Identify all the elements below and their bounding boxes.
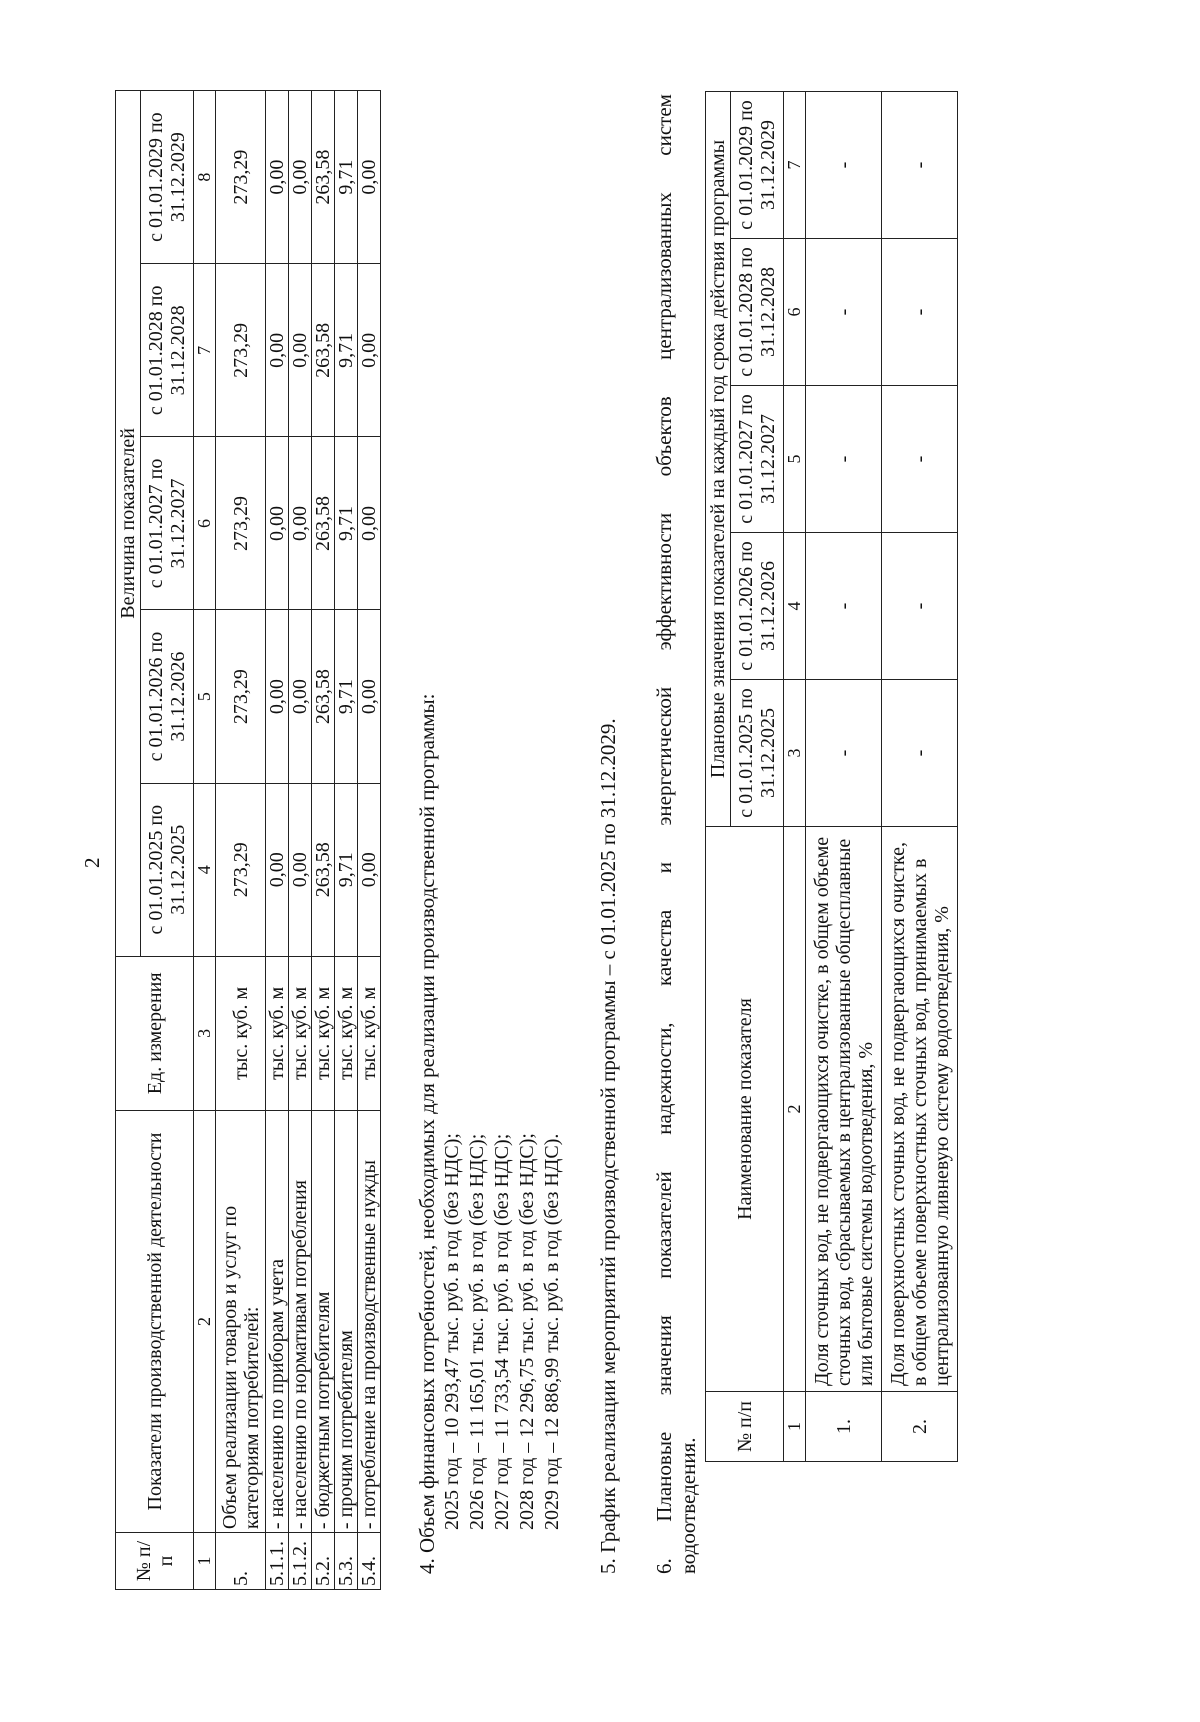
row-value: - bbox=[882, 386, 958, 533]
row-unit: тыс. куб. м bbox=[358, 956, 381, 1110]
row-unit: тыс. куб. м bbox=[216, 956, 266, 1110]
header-unit: Ед. измерения bbox=[116, 956, 194, 1110]
row-value: 273,29 bbox=[216, 437, 266, 610]
col-index: 1 bbox=[194, 1533, 216, 1590]
section6-word: показателей bbox=[652, 1171, 676, 1279]
table-row bbox=[216, 91, 266, 1590]
row-unit: тыс. куб. м bbox=[266, 956, 289, 1110]
row-name: Доля сточных вод, не подвергающихся очистке, в общем объеме сточных вод, сбрасываемых в централизованные общесплавные или бытовые системы водоотведения, % bbox=[806, 827, 882, 1392]
section6-word: надежности, bbox=[652, 1022, 676, 1135]
row-value: 0,00 bbox=[266, 610, 289, 783]
header-period: с 01.01.2027 по 31.12.2027 bbox=[731, 386, 784, 533]
row-num: 5.1.2. bbox=[289, 1533, 312, 1590]
row-name: - бюджетным потребителям bbox=[312, 1110, 335, 1532]
row-value: - bbox=[806, 533, 882, 680]
row-value: 273,29 bbox=[216, 264, 266, 437]
row-value: 273,29 bbox=[216, 783, 266, 956]
row-value: 0,00 bbox=[358, 610, 381, 783]
row-name: Объем реализации товаров и услуг по категориям потребителей: bbox=[216, 1110, 266, 1532]
row-value: 9,71 bbox=[335, 783, 358, 956]
table-row bbox=[312, 91, 335, 1590]
row-num: 5.3. bbox=[335, 1533, 358, 1590]
header-period: с 01.01.2026 по 31.12.2026 bbox=[141, 610, 194, 783]
section6-heading bbox=[652, 94, 700, 1574]
row-name: - потребление на производственные нужды bbox=[358, 1110, 381, 1532]
financial-line-2029: 2029 год – 12 886,99 тыс. руб. в год (без НДС). bbox=[541, 1133, 563, 1530]
row-value: - bbox=[882, 533, 958, 680]
row-num: 1. bbox=[806, 1392, 882, 1462]
col-index: 7 bbox=[194, 264, 216, 437]
section6-word: систем bbox=[652, 94, 676, 156]
row-value: 0,00 bbox=[266, 783, 289, 956]
section6-word: объектов bbox=[652, 396, 676, 477]
row-value: 0,00 bbox=[358, 437, 381, 610]
table-header-row bbox=[116, 91, 141, 1590]
section5-text: 5. График реализации мероприятий производственной программы – с 01.01.2025 по 31.12.2029. bbox=[596, 718, 620, 1574]
financial-line-2027: 2027 год – 11 733,54 тыс. руб. в год (без НДС); bbox=[491, 1133, 513, 1530]
table-row bbox=[358, 91, 381, 1590]
column-index-row bbox=[194, 91, 216, 1590]
row-value: - bbox=[882, 239, 958, 386]
header-num: № п/п bbox=[116, 1533, 194, 1590]
section4-heading: 4. Объем финансовых потребностей, необходимых для реализации производственной программы: bbox=[415, 693, 439, 1574]
table-row bbox=[266, 91, 289, 1590]
column-index-row bbox=[784, 92, 806, 1462]
section6-line1 bbox=[652, 94, 676, 1574]
col-index: 5 bbox=[194, 610, 216, 783]
col-index: 7 bbox=[784, 92, 806, 239]
row-value: 263,58 bbox=[312, 610, 335, 783]
header-period: с 01.01.2025 по 31.12.2025 bbox=[141, 783, 194, 956]
header-period: с 01.01.2027 по 31.12.2027 bbox=[141, 437, 194, 610]
section6-word: эффективности bbox=[652, 512, 676, 651]
row-unit: тыс. куб. м bbox=[335, 956, 358, 1110]
section6-word: качества bbox=[652, 909, 676, 986]
section6-word: значения bbox=[652, 1315, 676, 1396]
row-value: 263,58 bbox=[312, 437, 335, 610]
col-index: 1 bbox=[784, 1392, 806, 1462]
col-index: 6 bbox=[194, 437, 216, 610]
col-index: 6 bbox=[784, 239, 806, 386]
row-num: 5. bbox=[216, 1533, 266, 1590]
col-index: 3 bbox=[784, 680, 806, 827]
col-index: 4 bbox=[194, 783, 216, 956]
row-num: 5.1.1. bbox=[266, 1533, 289, 1590]
row-value: 0,00 bbox=[289, 264, 312, 437]
col-index: 8 bbox=[194, 91, 216, 264]
row-value: - bbox=[806, 680, 882, 827]
financial-line-2028: 2028 год – 12 296,75 тыс. руб. в год (без НДС); bbox=[516, 1133, 538, 1530]
row-value: 273,29 bbox=[216, 91, 266, 264]
header-period: с 01.01.2028 по 31.12.2028 bbox=[731, 239, 784, 386]
row-value: 0,00 bbox=[289, 91, 312, 264]
table-row bbox=[882, 92, 958, 1462]
header-name: Наименование показателя bbox=[706, 827, 784, 1392]
row-value: 0,00 bbox=[358, 783, 381, 956]
row-value: 0,00 bbox=[289, 783, 312, 956]
col-index: 2 bbox=[194, 1110, 216, 1532]
row-value: 0,00 bbox=[266, 264, 289, 437]
row-name: - прочим потребителям bbox=[335, 1110, 358, 1532]
header-period: с 01.01.2029 по 31.12.2029 bbox=[731, 92, 784, 239]
header-period: с 01.01.2029 по 31.12.2029 bbox=[141, 91, 194, 264]
section6-word: Плановые bbox=[652, 1431, 676, 1522]
row-value: 9,71 bbox=[335, 610, 358, 783]
section6-word: и bbox=[652, 862, 676, 874]
row-value: - bbox=[806, 239, 882, 386]
section6-word: энергетической bbox=[652, 686, 676, 826]
row-value: 0,00 bbox=[358, 91, 381, 264]
header-values-group: Плановые значения показателей на каждый год срока действия программы bbox=[706, 92, 731, 827]
col-index: 5 bbox=[784, 386, 806, 533]
row-value: 9,71 bbox=[335, 264, 358, 437]
row-value: 0,00 bbox=[266, 91, 289, 264]
reliability-indicators-table bbox=[705, 91, 958, 1462]
row-value: - bbox=[882, 92, 958, 239]
col-index: 3 bbox=[194, 956, 216, 1110]
col-index: 4 bbox=[784, 533, 806, 680]
header-num: № п/п bbox=[706, 1392, 784, 1462]
row-num: 5.4. bbox=[358, 1533, 381, 1590]
section6-word: 6. bbox=[652, 1558, 676, 1574]
page-number: 2 bbox=[80, 857, 104, 868]
table-row bbox=[289, 91, 312, 1590]
row-num: 5.2. bbox=[312, 1533, 335, 1590]
row-name: - населению по нормативам потребления bbox=[289, 1110, 312, 1532]
row-num: 2. bbox=[882, 1392, 958, 1462]
header-values-group: Величина показателей bbox=[116, 91, 141, 957]
row-name: Доля поверхностных сточных вод, не подвергающихся очистке, в общем объеме поверхностных сточных вод, принимаемых в централизованную ливневую систему водоотведения, % bbox=[882, 827, 958, 1392]
financial-line-2026: 2026 год – 11 165,01 тыс. руб. в год (без НДС); bbox=[466, 1133, 488, 1530]
row-unit: тыс. куб. м bbox=[289, 956, 312, 1110]
section6-line2: водоотведения. bbox=[676, 1437, 701, 1574]
row-value: 9,71 bbox=[335, 437, 358, 610]
header-period: с 01.01.2026 по 31.12.2026 bbox=[731, 533, 784, 680]
section6-word: централизованных bbox=[652, 192, 676, 360]
row-value: 0,00 bbox=[289, 437, 312, 610]
production-indicators-table bbox=[115, 90, 381, 1590]
row-value: 0,00 bbox=[358, 264, 381, 437]
row-value: - bbox=[806, 386, 882, 533]
row-value: - bbox=[882, 680, 958, 827]
col-index: 2 bbox=[784, 827, 806, 1392]
header-period: с 01.01.2025 по 31.12.2025 bbox=[731, 680, 784, 827]
table-row bbox=[806, 92, 882, 1462]
table-header-row bbox=[706, 92, 731, 1462]
header-period: с 01.01.2028 по 31.12.2028 bbox=[141, 264, 194, 437]
header-indicator: Показатели производственной деятельности bbox=[116, 1110, 194, 1532]
row-value: 0,00 bbox=[289, 610, 312, 783]
financial-line-2025: 2025 год – 10 293,47 тыс. руб. в год (без НДС); bbox=[441, 1133, 463, 1530]
row-value: 263,58 bbox=[312, 264, 335, 437]
row-value: 0,00 bbox=[266, 437, 289, 610]
row-value: 9,71 bbox=[335, 91, 358, 264]
row-value: 263,58 bbox=[312, 783, 335, 956]
row-name: - населению по приборам учета bbox=[266, 1110, 289, 1532]
row-unit: тыс. куб. м bbox=[312, 956, 335, 1110]
table-row bbox=[335, 91, 358, 1590]
row-value: - bbox=[806, 92, 882, 239]
row-value: 263,58 bbox=[312, 91, 335, 264]
row-value: 273,29 bbox=[216, 610, 266, 783]
